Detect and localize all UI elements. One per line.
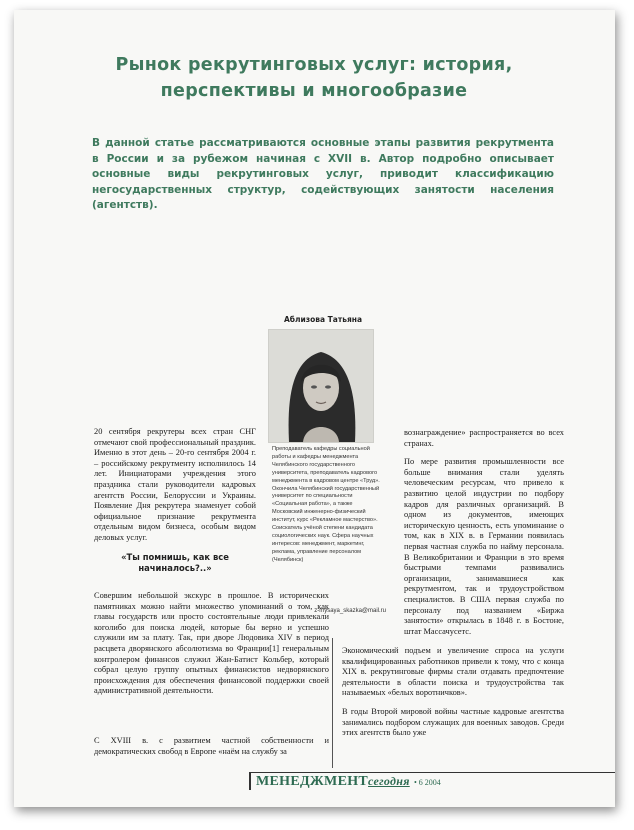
magazine-logo-main: МЕНЕДЖМЕНТ (256, 774, 369, 789)
author-bio: Преподаватель кафедры социальной работы и кафедры менеджмента Челябинского государственного университета, преподаватель кадрового менеджмента в кадровом центре «Труд». Окончила Челябинский государственный университет по специальности «Социальная работа», а также Московский инженерно-физический институт, курс «Рекламное мастерство». Соискатель учёной степени кандидата социологических наук. Сфера научных интересов: менеджмент, маркетинг, реклама, управление персоналом (Челябинск) (272, 446, 380, 563)
column-divider (332, 638, 333, 768)
body-column-left-middle (94, 591, 329, 705)
author-photo (268, 329, 374, 443)
article-title-line-2: перспективы и многообразие (160, 81, 468, 101)
footer-rule (249, 772, 615, 773)
paragraph: С XVIII в. с развитием частной собственности и демократических свобод в Европе «наём на службу за (94, 736, 329, 756)
paragraph: вознаграждение» распространяется во всех странах. (404, 428, 564, 448)
body-column-right (404, 428, 564, 645)
paragraph: 20 сентября рекрутеры всех стран СНГ отмечают свой профессиональный праздник. Именно в этот день – 20-го сентября 2004 г. – российскому рекрутменту исполнилось 14 лет. Инициаторами учреждения этого праздника стали руководители кадровых агентств России, Белоруссии и Украины. Появление Дня рекрутера знаменует собой официальное признание рекрутмента отдельным видом бизнеса, особым видом деловых услуг. (94, 427, 256, 542)
paragraph: В годы Второй мировой войны частные кадровые агентства занимались подбором служащих для военных заводов. Среди этих агентств было уже (342, 706, 564, 738)
footer-marker (249, 772, 251, 790)
author-email: z-mysaya_skazka@mail.ru (314, 608, 386, 614)
article-abstract: В данной статье рассматриваются основные этапы развития рекрутмента в России и за рубежом начиная с XVII в. Автор подробно описывает основные виды рекрутинговых услуг, приводит классификацию негосударственных структур, содействующих занятости населения (агентств). (92, 137, 554, 211)
body-column-right-bottom (342, 646, 564, 747)
magazine-page (14, 10, 615, 807)
body-column-left-bottom (94, 736, 329, 765)
paragraph: Экономический подъем и увеличение спроса на услуги квалифицированных работников привели к тому, что с конца XIX в. рекрутинговые фирмы стали отдавать предпочтение деятельности в области поиска и трудоустройства так называемых «белых воротничков». (342, 646, 564, 698)
paragraph: По мере развития промышленности все больше внимания стали уделять человеческим ресурсам, что привело к развитию целой индустрии по подбору кадров для различных организаций. В одном из документов, имеющих историческую ценность, есть упоминание о том, как в XIX в. в Германии появилась первая частная служба по найму персонала. В Великобритании и Франции в это время быстрыми темпами развивались организации, занимавшиеся как рекрутментом, так и трудоустройством специалистов. В США первая служба по персоналу под названием «Биржа занятости» открылась в 1848 г. в Бостоне, штат Массачусетс. (404, 457, 564, 636)
article-title (54, 52, 574, 104)
section-subheading: «Ты помнишь, как все начиналось?..» (121, 551, 229, 573)
magazine-logo-segment: сегодня (368, 774, 410, 788)
body-column-left-top (94, 427, 256, 584)
paragraph: Совершим небольшой экскурс в прошлое. В исторических памятниках можно найти множество упоминаний о том, как главы государств или просто состоятельные люди привлекали коголибо для поиска людей, которые бы верно и успешно служили им за плату. Так, при дворе Людовика XIV в период расцвета дворянского абсолютизма во Франции[1] генеральным контролером финансов служил Жан-Батист Кольбер, который собрал целую группу опытных финансистов недворянского происхождения для обеспечения финансовой поддержки своей административной деятельности. (94, 591, 329, 696)
author-name: Аблизова Татьяна (283, 315, 363, 324)
article-title-line-1: Рынок рекрутинговых услуг: история, (115, 55, 513, 75)
issue-number: • 6 2004 (414, 778, 441, 787)
author-portrait-icon (269, 330, 373, 442)
magazine-logo (256, 774, 410, 790)
